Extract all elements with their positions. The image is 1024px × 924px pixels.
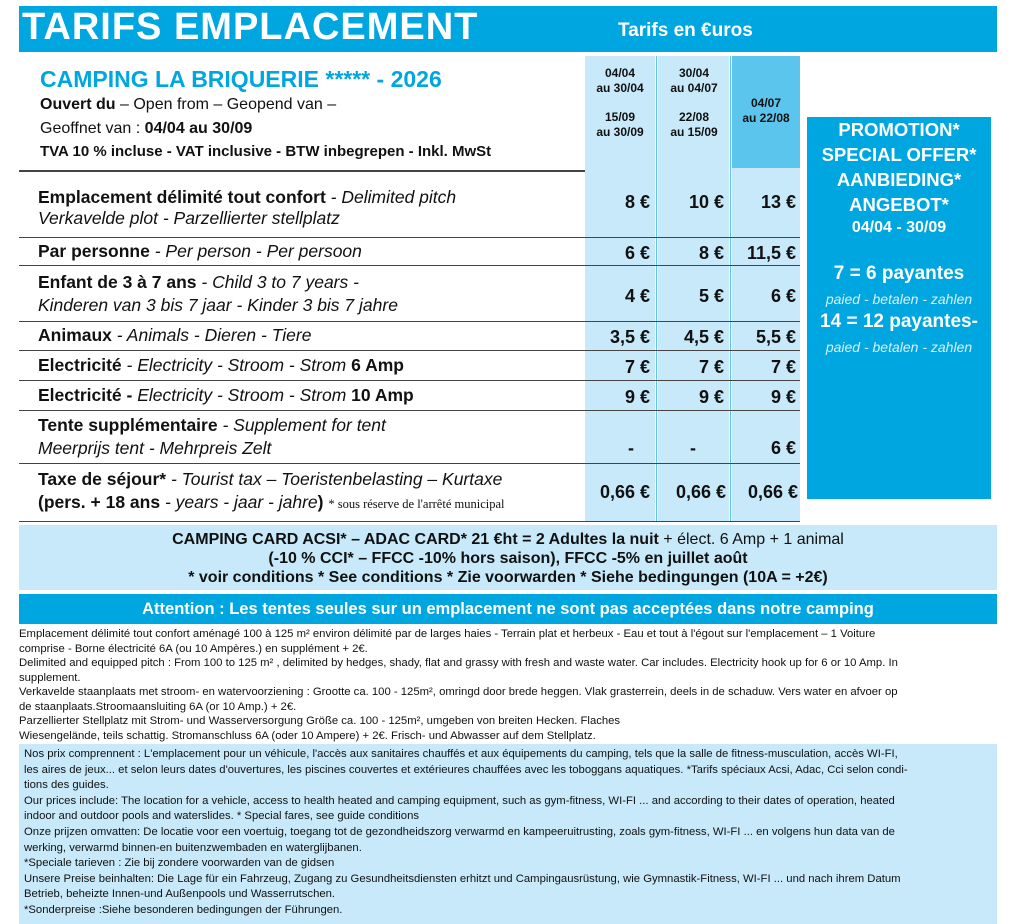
divider <box>19 321 800 322</box>
row-child: Enfant de 3 à 7 ans - Child 3 to 7 years - Kinderen van 3 bis 7 jaar - Kinder 3 bis 7 jahre <box>38 272 398 315</box>
divider <box>19 237 800 238</box>
divider <box>19 380 800 381</box>
promo-offer-7: 7 = 6 payantes <box>833 263 965 284</box>
row-person: Par personne - Per person - Per persoon <box>38 241 362 261</box>
currency-note: Tarifs en €uros <box>618 20 753 41</box>
page-title: TARIFS EMPLACEMENT <box>22 6 479 48</box>
column-3-dates: 04/07 au 22/08 <box>742 96 790 125</box>
divider <box>19 265 800 266</box>
price-cell: 7 € <box>698 357 724 377</box>
prices-include-text: Nos prix comprennent : L'emplacement pour un véhicule, l'accès aux sanitaires chauffés et aux équipements du camping, tels que la salle de fitness-musculation, accès WI-FI, les aires de jeux... et selon leurs dates d'ouvertures, les piscines couvertes et extérieures chauffées avec les toboggans aquatiques. *Tarifs spéciaux Acsi, Adac, Cci selon condi- tions des guides. Our prices include: The location for a vehicle, access to health heated and camping equipment, such as gym-fitness, WI-FI ... and according to their dates of operation, heated indoor and outdoor pools and waterslides. * Special fares, see guide conditions Onze prijzen omvatten: De locatie voor een voertuig, toegang tot de gezondheidszorg verwarmd en kampeeruitrusting, zoals gym-fitness, WI-FI ... en volgens hun data van de werking, verwarmd binnen-en buitenzwembaden en waterglijbanen. *Speciale tarieven : Zie bij zondere voorwarden van de gidsen Unsere Preise beinhalten: Die Lage für ein Fahrzeug, Zugang zu Gesundheitsdiensten erhitzt und Campingausrüstung, wie Gymnastik-Fitness, WI-FI ... und nach ihrem Datum Betrieb, beheizte Innen-und Außenpools und Wasserrutschen. *Sonderpreise :Siehe besonderen bedingungen der Führungen. <box>24 748 908 916</box>
promo-offer-sub: paied - betalen - zahlen <box>825 339 973 355</box>
column-2-dates: 30/04 au 04/07 22/08 au 15/09 <box>670 66 718 139</box>
price-cell: 9 € <box>698 387 724 407</box>
promo-offer-14: 14 = 12 payantes- <box>820 311 978 332</box>
price-cell: 4 € <box>624 286 650 306</box>
column-1-dates: 04/04 au 30/04 15/09 au 30/09 <box>596 66 644 139</box>
price-cell: 13 € <box>760 192 796 212</box>
acsi-box: CAMPING CARD ACSI* – ADAC CARD* 21 €ht = 2 Adultes la nuit + élect. 6 Amp + 1 animal (-10 % CCI* – FFCC -10% hors saison), FFCC -5% en juillet août * voir conditions * See conditions * Zie voorwarden * Siehe bedingungen (10A = +2€) <box>19 525 997 590</box>
row-electricity-10a: Electricité - Electricity - Stroom - Strom 10 Amp <box>38 385 414 405</box>
promo-title: ANGEBOT* <box>849 194 949 215</box>
row-electricity-6a: Electricité - Electricity - Stroom - Strom 6 Amp <box>38 355 404 375</box>
camping-name: CAMPING LA BRIQUERIE ***** - 2026 <box>40 66 442 92</box>
row-tourist-tax: Taxe de séjour* - Tourist tax – Toeristenbelasting – Kurtaxe (pers. + 18 ans - years - jaar - jahre) * sous réserve de l'arrêté municipal <box>38 469 505 512</box>
price-cell: 7 € <box>624 357 650 377</box>
open-line: Ouvert du – Open from – Geopend van – <box>40 96 337 113</box>
price-cell: - <box>690 438 696 458</box>
vat-line: TVA 10 % incluse - VAT inclusive - BTW inbegrepen - Inkl. MwSt <box>40 143 492 160</box>
price-cell: 8 € <box>624 192 650 212</box>
divider <box>19 410 800 411</box>
price-cell: 11,5 € <box>746 243 796 263</box>
price-cell: 0,66 € <box>599 482 650 502</box>
price-cell: 10 € <box>688 192 724 212</box>
divider <box>19 463 800 464</box>
price-cell: 5,5 € <box>755 327 796 347</box>
row-animals: Animaux - Animals - Dieren - Tiere <box>38 325 312 345</box>
open-dates-line: Geoffnet van : 04/04 au 30/09 <box>40 120 253 137</box>
promo-title: SPECIAL OFFER* <box>821 144 977 165</box>
divider <box>19 350 800 351</box>
pitch-descriptions: Emplacement délimité tout confort aménagé 100 à 125 m² environ délimité par de larges haies - Terrain plat et herbeux - Eau et tout à l'égout sur l'emplacement – 1 Voiture comprise - Borne électricité 6A (ou 10 Ampères.) en supplément + 2€. Delimited and equipped pitch : From 100 to 125 m² , delimited by hedges, shady, flat and grassy with fresh and waste water. Car includes. Electricity hook up for 6 or 10 Amp. In supplement. Verkavelde staanplaats met stroom- en watervoorziening : Grootte ca. 100 - 125m², omringd door brede heggen. Vlak grasterrein, deels in de schaduw. Vers water en afvoer op de staanplaats.Stroomaansluiting 6A (or 10 Amp.) + 2€. Parzellierter Stellplatz mit Strom- und Wasserversorgung Größe ca. 100 - 125m², umgeben von breiten Hecken. Flaches Wiesengelände, teils schattig. Stromanschluss 6A (oder 10 Ampere) + 2€. Frisch- und Abwasser auf dem Stellplatz. <box>19 628 898 742</box>
divider <box>19 170 585 172</box>
row-pitch: Emplacement délimité tout confort - Delimited pitch Verkavelde plot - Parzellierter stellplatz <box>38 187 457 228</box>
promo-title: AANBIEDING* <box>836 169 962 190</box>
divider <box>19 521 800 522</box>
promo-dates: 04/04 - 30/09 <box>851 219 947 236</box>
promo-title: PROMOTION* <box>838 119 960 140</box>
price-cell: 0,66 € <box>675 482 726 502</box>
price-cell: 6 € <box>624 243 650 263</box>
price-cell: 0,66 € <box>747 482 798 502</box>
price-cell: - <box>628 438 634 458</box>
price-cell: 4,5 € <box>683 327 724 347</box>
promo-offer-sub: paied - betalen - zahlen <box>825 291 973 307</box>
price-cell: 3,5 € <box>609 327 650 347</box>
price-cell: 9 € <box>770 387 796 407</box>
price-cell: 7 € <box>770 357 796 377</box>
price-cell: 5 € <box>698 286 724 306</box>
promotion-box <box>806 116 992 500</box>
price-cell: 8 € <box>698 243 724 263</box>
price-cell: 6 € <box>770 286 796 306</box>
price-cell: 9 € <box>624 387 650 407</box>
row-extra-tent: Tente supplémentaire - Supplement for tent Meerprijs tent - Mehrpreis Zelt <box>38 415 386 458</box>
attention-banner: Attention : Les tentes seules sur un emplacement ne sont pas acceptées dans notre camping <box>19 594 997 624</box>
price-cell: 6 € <box>770 438 796 458</box>
